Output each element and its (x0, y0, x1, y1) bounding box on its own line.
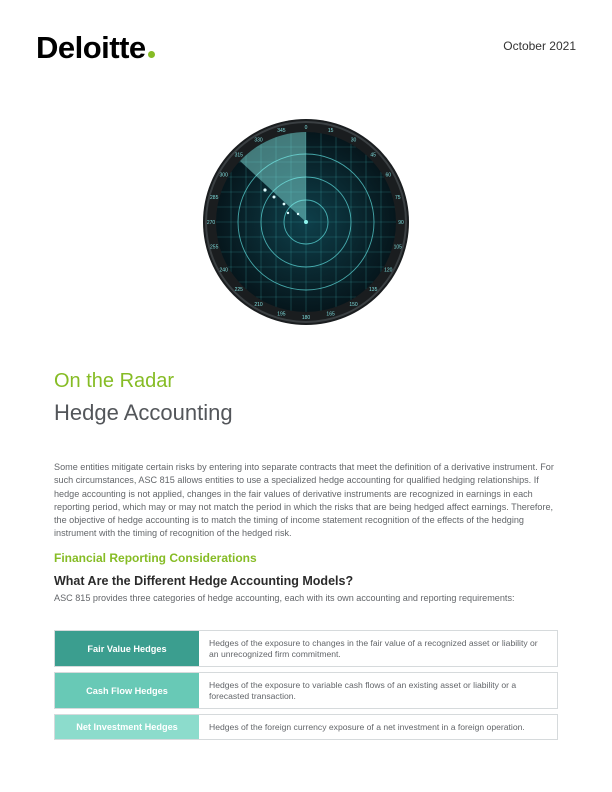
intro-paragraph: Some entities mitigate certain risks by entering into separate contracts that meet the definition of a derivative instrument. For such circumstances, ASC 815 allows entities to use a specialized hedge accounting for qualified hedging relationships. If hedge accounting is not applied, changes in the fair values of derivative instruments are recognized in earnings in each reporting period, which may or may not match the period in which the risks that are being hedged affect earnings. Therefore, the objective of hedge accounting is to match the timing of income statement recognition of the effects of the hedging instrument with the timing of recognition of the hedged risk. (54, 462, 554, 539)
radar-degree-label: 120 (384, 267, 393, 274)
model-label: Cash Flow Hedges (55, 673, 199, 708)
series-title: On the Radar (54, 370, 175, 392)
radar-degree-label: 45 (370, 152, 376, 159)
radar-degree-label: 150 (349, 302, 358, 309)
radar-degree-label: 90 (398, 219, 404, 226)
radar-degree-label: 255 (210, 244, 219, 251)
section-heading: Financial Reporting Considerations (54, 551, 257, 565)
question-heading: What Are the Different Hedge Accounting Models? (54, 574, 354, 588)
radar-degree-label: 180 (301, 314, 311, 321)
model-description: Hedges of the foreign currency exposure of a net investment in a foreign operation. (209, 721, 525, 732)
model-row-net-investment (54, 714, 558, 740)
model-row-cash-flow (54, 672, 558, 709)
model-description: Hedges of the exposure to changes in the fair value of a recognized asset or liability or an unrecognized firm commitment. (209, 637, 538, 659)
radar-degree-label: 315 (234, 152, 243, 159)
radar-degree-label: 60 (385, 172, 392, 179)
radar-degree-label: 330 (254, 137, 263, 144)
radar-degree-label: 270 (206, 219, 216, 226)
radar-degree-label: 0 (304, 124, 308, 131)
radar-center (304, 220, 308, 224)
model-row-fair-value (54, 630, 558, 667)
radar-degree-label: 345 (277, 128, 286, 134)
radar-degree-label: 210 (254, 302, 263, 309)
radar-degree-label: 225 (234, 287, 243, 293)
model-label: Fair Value Hedges (55, 631, 199, 666)
deloitte-logo: Deloitte (36, 30, 155, 66)
logo-dot (148, 51, 155, 58)
page-title: Hedge Accounting (54, 400, 233, 425)
radar-degree-label: 165 (326, 311, 335, 318)
radar-degree-label: 15 (327, 128, 334, 134)
radar-degree-label: 75 (395, 195, 401, 202)
radar-degree-label: 105 (393, 244, 402, 251)
radar-degree-label: 240 (219, 267, 228, 274)
model-label: Net Investment Hedges (55, 715, 199, 739)
radar-degree-label: 285 (210, 195, 219, 202)
lead-paragraph: ASC 815 provides three categories of hedge accounting, each with its own accounting and reporting requirements: (54, 593, 515, 603)
radar-degree-label: 30 (350, 137, 357, 144)
radar-degree-label: 195 (277, 311, 286, 318)
model-description: Hedges of the exposure to variable cash flows of an existing asset or liability or a forecasted transaction. (209, 679, 517, 701)
radar-degree-label: 300 (219, 172, 228, 179)
radar-degree-label: 135 (369, 287, 378, 293)
radar-image (202, 118, 410, 326)
publication-date: October 2021 (503, 39, 576, 53)
